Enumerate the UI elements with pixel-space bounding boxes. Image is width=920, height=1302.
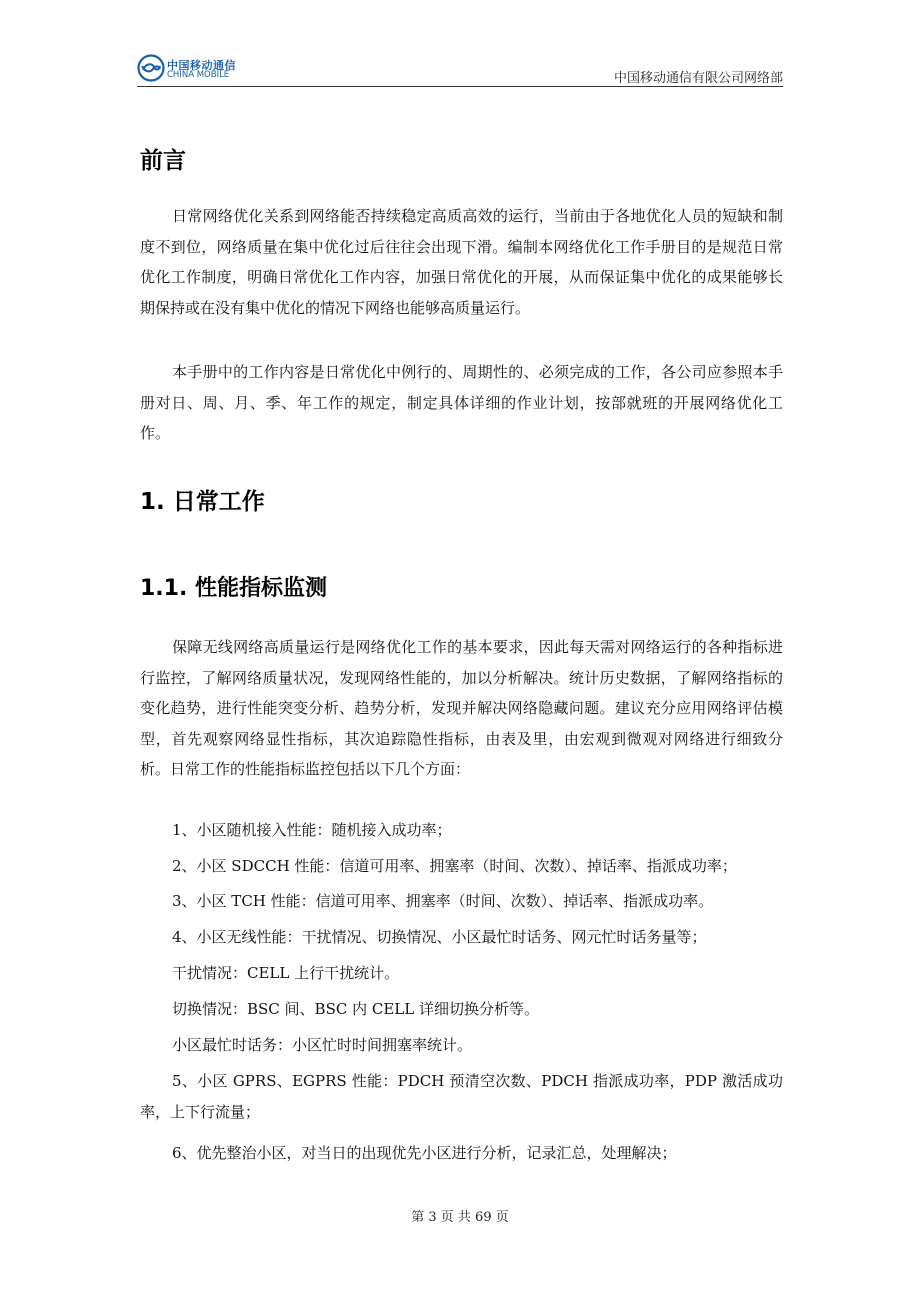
china-mobile-logo-icon — [137, 54, 165, 82]
list-item: 切换情况：BSC 间、BSC 内 CELL 详细切换分析等。 — [172, 1000, 539, 1018]
list-item-5: 5、小区 GPRS、EGPRS 性能：PDCH 预清空次数、PDCH 指派成功率，PDP 激活成功率，上下行流量； — [140, 1072, 783, 1121]
header-organization: 中国移动通信有限公司网络部 — [613, 71, 783, 86]
logo-chinese-text: 中国移动通信 — [167, 59, 236, 72]
list-item: 小区最忙时话务：小区忙时时间拥塞率统计。 — [172, 1036, 473, 1054]
logo-english-text: CHINA MOBILE — [167, 70, 230, 80]
list-item: 3、小区 TCH 性能：信道可用率、拥塞率（时间、次数）、掉话率、指派成功率。 — [172, 892, 714, 910]
list-item: 4、小区无线性能：干扰情况、切换情况、小区最忙时话务、网元忙时话务量等； — [172, 928, 707, 946]
preface-paragraph-2: 本手册中的工作内容是日常优化中例行的、周期性的、必须完成的工作，各公司应参照本手册对日、周、月、季、年工作的规定，制定具体详细的作业计划，按部就班的开展网络优化工作。 — [140, 363, 783, 442]
list-item: 干扰情况：CELL 上行干扰统计。 — [172, 964, 400, 982]
preface-heading: 前言 — [140, 148, 186, 174]
section-1-1-heading: 1.1. 性能指标监测 — [140, 576, 327, 601]
list-item-6: 6、优先整治小区，对当日的出现优先小区进行分析，记录汇总，处理解决； — [172, 1144, 677, 1162]
page-header — [137, 50, 783, 87]
list-item: 2、小区 SDCCH 性能：信道可用率、拥塞率（时间、次数）、掉话率、指派成功率； — [172, 857, 737, 875]
preface-paragraph-1: 日常网络优化关系到网络能否持续稳定高质高效的运行，当前由于各地优化人员的短缺和制度不到位，网络质量在集中优化过后往往会出现下滑。编制本网络优化工作手册目的是规范日常优化工作制度，明确日常优化工作内容，加强日常优化的开展，从而保证集中优化的成果能够长期保持或在没有集中优化的情况下网络也能够高质量运行。 — [140, 207, 783, 317]
china-mobile-logo — [137, 54, 247, 84]
page-number: 第 3 页 共 69 页 — [411, 1210, 509, 1225]
list-item: 1、小区随机接入性能：随机接入成功率； — [172, 821, 452, 839]
section-1-heading: 1. 日常工作 — [140, 489, 265, 515]
section-1-1-intro: 保障无线网络高质量运行是网络优化工作的基本要求，因此每天需对网络运行的各种指标进行监控，了解网络质量状况，发现网络性能的，加以分析解决。统计历史数据，了解网络指标的变化趋势，进行性能突变分析、趋势分析，发现并解决网络隐藏问题。建议充分应用网络评估模型，首先观察网络显性指标，其次追踪隐性指标，由表及里，由宏观到微观对网络进行细致分析。日常工作的性能指标监控包括以下几个方面： — [140, 638, 783, 778]
